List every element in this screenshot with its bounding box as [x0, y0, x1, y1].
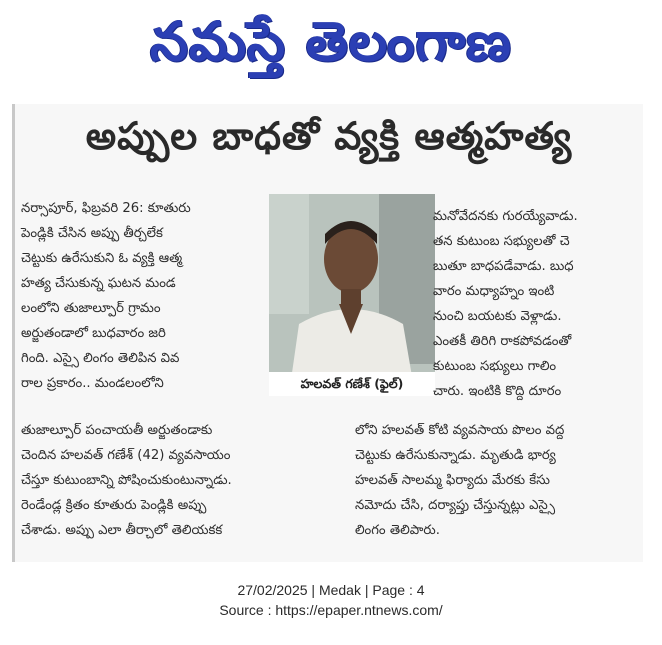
source-url[interactable]: Source : https://epaper.ntnews.com/	[219, 602, 443, 618]
text-line: చారు. ఇంటికి కొద్ది దూరం	[433, 384, 562, 399]
text-line: చెట్టుకు ఉరేసుకున్నాడు. మృతుడి భార్య	[355, 448, 556, 463]
text-line: చేశాడు. అప్పు ఎలా తీర్చాలో తెలియకక	[21, 523, 223, 538]
text-line: వారం మధ్యాహ్నం ఇంటి	[433, 284, 555, 299]
date-edition-page: 27/02/2025 | Medak | Page : 4	[237, 582, 425, 598]
text-line: లింగం తెలిపారు.	[355, 523, 440, 538]
masthead	[0, 0, 662, 92]
article-photo	[269, 194, 435, 394]
text-line: అర్జుతండాలో బుధవారం జరి	[21, 326, 166, 341]
text-line: లంలోని తుజాల్పూర్ గ్రామం	[21, 301, 161, 316]
article-column-bottom-left	[21, 418, 331, 543]
text-line: రాల ప్రకారం.. మండలంలోని	[21, 376, 164, 391]
text-line: చెట్టుకు ఉరేసుకుని ఓ వ్యక్తి ఆత్మ	[21, 251, 183, 266]
text-line: హలవత్ సాలమ్మ ఫిర్యాదు మేరకు కేసు	[355, 473, 550, 488]
text-line: కుటుంబ సభ్యులు గాలిం	[433, 359, 557, 374]
article-column-right	[433, 204, 643, 404]
text-line: రెండేండ్ల క్రితం కూతురు పెండ్లికి అప్పు	[21, 498, 207, 513]
photo-caption: హలవత్ గణేశ్ (ఫైల్)	[269, 372, 435, 396]
text-line: తన కుటుంబ సభ్యులతో చె	[433, 234, 570, 249]
source-footer	[0, 580, 662, 620]
article-clipping	[12, 104, 643, 562]
text-line: గింది. ఎస్సై లింగం తెలిపిన వివ	[21, 351, 180, 366]
newspaper-logo: నమస్తే తెలంగాణ	[150, 10, 512, 73]
text-line: నర్సాపూర్, ఫిబ్రవరి 26: కూతురు	[21, 201, 191, 216]
text-line: ఎంతకీ తిరిగి రాకపోవడంతో	[433, 334, 572, 349]
text-line: నమోదు చేసి, దర్యాప్తు చేస్తున్నట్లు ఎస్సై	[355, 498, 556, 513]
article-headline: అప్పుల బాధతో వ్యక్తి ఆత్మహత్య	[85, 114, 573, 158]
text-line: మనోవేదనకు గురయ్యేవాడు.	[433, 209, 578, 224]
article-column-left	[21, 196, 269, 396]
text-line: పెండ్లికి చేసిన అప్పు తీర్చలేక	[21, 226, 163, 241]
text-line: చెందిన హలవత్ గణేశ్ (42) వ్యవసాయం	[21, 448, 231, 463]
portrait-image	[269, 194, 435, 394]
text-line: తుజాల్పూర్ పంచాయతీ అర్జుతండాకు	[21, 423, 213, 438]
text-line: లోని హలవత్ కోటి వ్యవసాయ పొలం వద్ద	[355, 423, 565, 438]
text-line: బుతూ బాధపడేవాడు. బుధ	[433, 259, 574, 274]
text-line: హత్య చేసుకున్న ఘటన మండ	[21, 276, 176, 291]
text-line: నుంచి బయటకు వెళ్లాడు.	[433, 309, 562, 324]
text-line: చేస్తూ కుటుంబాన్ని పోషించుకుంటున్నాడు.	[21, 473, 232, 488]
article-column-bottom-right	[355, 418, 645, 543]
